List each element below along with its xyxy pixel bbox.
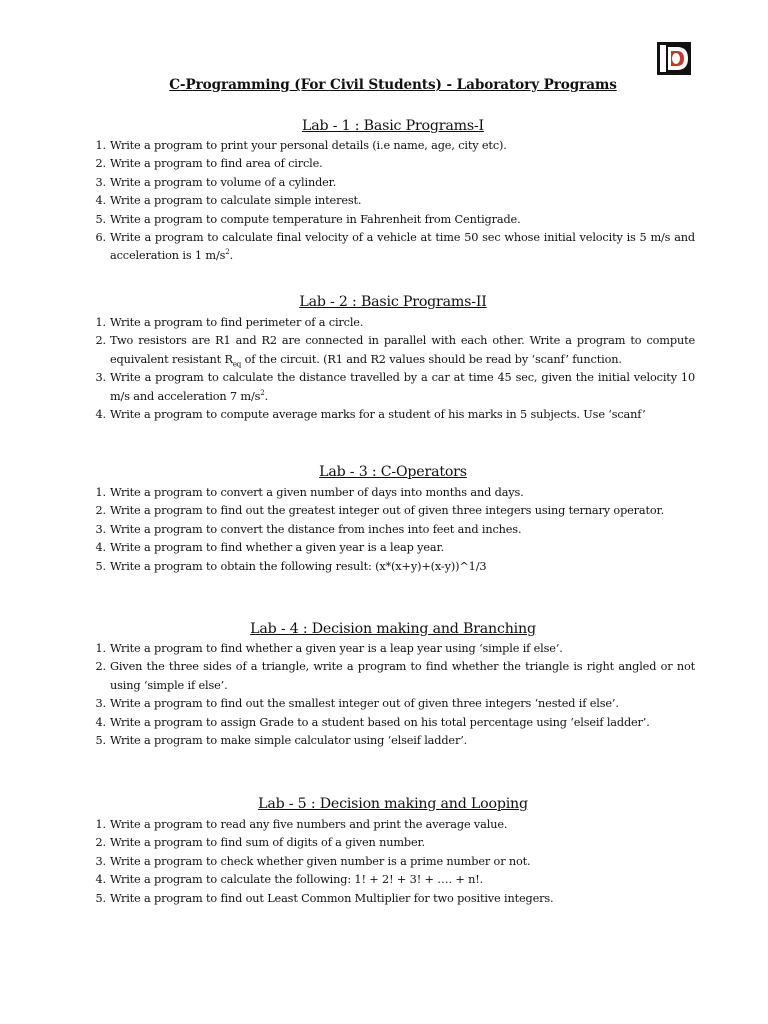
list-item: 2. Write a program to find sum of digits of a given number. xyxy=(95,836,425,850)
list-item: 4. Write a program to find whether a given year is a leap year. xyxy=(95,541,444,555)
list-item: 5. Write a program to obtain the following result: (x*(x+y)+(x-y))^1/3 xyxy=(95,559,487,573)
list-item: 5. Write a program to make simple calculator using ‘elseif ladder’. xyxy=(95,734,468,748)
lab-5-list xyxy=(88,816,695,908)
d-logo-icon xyxy=(657,42,691,75)
lab-5-heading: Lab - 5 : Decision making and Looping xyxy=(258,796,528,812)
list-item: 4. Write a program to assign Grade to a student based on his total percentage using ‘elseif ladder’. xyxy=(95,715,650,729)
list-item: 6. Write a program to calculate final velocity of a vehicle at time 50 sec whose initial velocity is 5 m/s and acceleration is 1 $m/s^2$. xyxy=(95,231,695,263)
list-item: 1. Write a program to find perimeter of a circle. xyxy=(95,316,364,329)
list-item: 4. Write a program to compute average marks for a student of his marks in 5 subjects. Use ‘scanf’ xyxy=(95,408,646,422)
lab-4-list xyxy=(88,640,695,750)
lab-1-list xyxy=(88,137,695,266)
lab-2-heading: Lab - 2 : Basic Programs-II xyxy=(299,294,487,310)
document-title: C-Programming (For Civil Students) - Laboratory Programs xyxy=(169,77,617,93)
list-item: 3. Write a program to calculate the distance travelled by a car at time 45 sec, given the initial velocity 10 m/s and acceleration 7 $m/s^2$. xyxy=(95,371,695,403)
list-item: 1. Write a program to convert a given number of days into months and days. xyxy=(95,486,524,499)
list-item: 2. Write a program to find out the greatest integer out of given three integers using ternary operator. xyxy=(95,504,665,518)
list-item: 1. Write a program to find whether a given year is a leap year using ‘simple if else’. xyxy=(95,642,563,655)
list-item: 2. Given the three sides of a triangle, write a program to find whether the triangle is right angled or not using ‘simple if else’. xyxy=(95,660,695,692)
lab-2-list xyxy=(88,314,695,424)
list-item: 1. Write a program to print your personal details (i.e name, age, city etc). xyxy=(95,139,507,152)
list-item: 1. Write a program to read any five numbers and print the average value. xyxy=(95,818,508,831)
lab-3-heading: Lab - 3 : C-Operators xyxy=(319,464,467,480)
list-item: 5. Write a program to compute temperature in Fahrenheit from Centigrade. xyxy=(95,212,521,226)
list-item: 3. Write a program to find out the smallest integer out of given three integers ‘nested if else’. xyxy=(95,697,619,711)
lab-3-list xyxy=(88,484,695,576)
list-item: 2. Two resistors are R1 and R2 are connected in parallel with each other. Write a program to compute equivalent resistant $R_{eq}$ of the circuit. (R1 and R2 values should be read by ‘scanf’ function. xyxy=(95,334,695,369)
list-item: 3. Write a program to convert the distance from inches into feet and inches. xyxy=(95,522,522,536)
list-item: 2. Write a program to find area of circle. xyxy=(95,157,323,171)
list-item: 4. Write a program to calculate the following: 1! + 2! + 3! + …. + n!. xyxy=(95,873,484,887)
list-item: 4. Write a program to calculate simple interest. xyxy=(95,194,362,208)
lab-1-heading: Lab - 1 : Basic Programs-I xyxy=(302,118,484,134)
list-item: 3. Write a program to check whether given number is a prime number or not. xyxy=(95,854,531,868)
list-item: 5. Write a program to find out Least Common Multiplier for two positive integers. xyxy=(95,891,554,905)
lab-4-heading: Lab - 4 : Decision making and Branching xyxy=(250,621,536,637)
list-item: 3. Write a program to volume of a cylinder. xyxy=(95,175,337,189)
